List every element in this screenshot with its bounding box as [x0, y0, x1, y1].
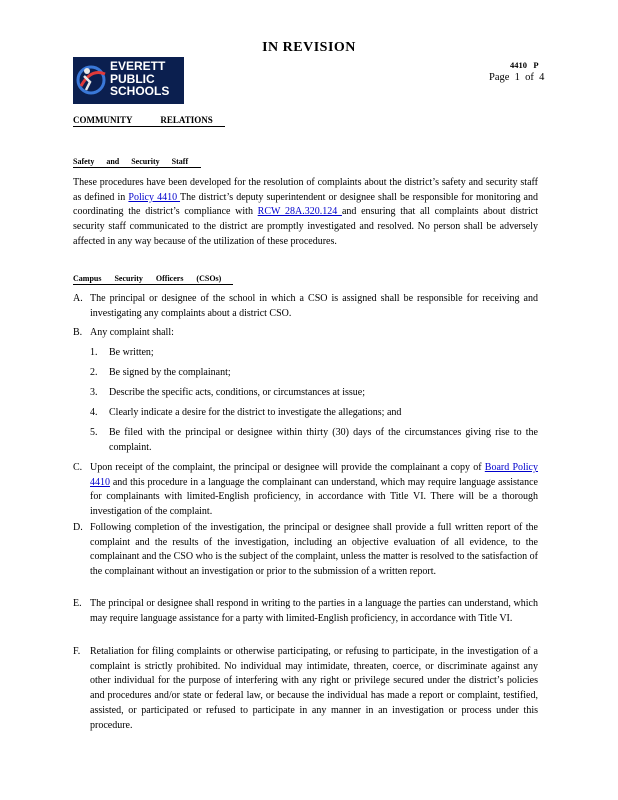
item-text: The principal or designee of the school in which a CSO is assigned shall be responsible for receiving and investigating any complaints about a district CSO.	[90, 293, 538, 319]
list-item-e	[73, 597, 538, 626]
sub-item-1	[90, 346, 538, 361]
item-text-2: and this procedure in a language the complainant can understand, which may require language assistance for complainants with limited-English proficiency, in accordance with Title VI. There will be a thorough investigation of the complaint.	[90, 476, 538, 518]
sub-item-marker: 5.	[90, 427, 98, 438]
subheading-safety-security-staff: Safety and Security Staff	[73, 157, 201, 168]
globe-icon	[75, 60, 109, 100]
intro-text-2: The district’s deputy superintendent or designee shall be responsible for monitoring and coordinating the district’s compliance with	[73, 191, 538, 218]
sub-item-4	[90, 406, 538, 421]
item-marker: B.	[73, 327, 83, 338]
list-item-c	[73, 461, 538, 520]
item-marker: C.	[73, 462, 83, 473]
item-marker: F.	[73, 646, 81, 657]
sub-item-text: Be filed with the principal or designee within thirty (30) days of the circumstances giving rise to the complaint.	[109, 427, 538, 453]
policy-4410-link[interactable]: Policy 4410	[128, 191, 181, 203]
rcw-link[interactable]: RCW 28A.320.124	[257, 206, 342, 218]
school-district-logo	[73, 57, 184, 104]
logo-line-1: EVERETT	[110, 59, 166, 73]
sub-item-3	[90, 386, 538, 401]
sub-item-text: Be written;	[109, 347, 154, 358]
intro-text-1: These procedures have been developed for the resolution of complaints about the district’s safety and security staff as defined in	[73, 177, 538, 203]
sub-item-marker: 4.	[90, 407, 98, 418]
policy-number: 4410 P	[510, 60, 539, 70]
sub-item-text: Describe the specific acts, conditions, or circumstances at issue;	[109, 387, 366, 398]
item-text: Retaliation for filing complaints or otherwise participating, or refusing to participate, in the investigation of a complaint is strictly prohibited. No individual may intimidate, threaten, coerce, or discriminate against any other individual for the purpose of interfering with any right or privilege secured under the district’s policies and procedures and/or state or federal law, or because the individual has made a report or complaint, testified, assisted, or participated or refused to participate in any manner in an investigation or process under this procedure.	[90, 646, 538, 731]
intro-text-3: and ensuring that all complaints about district security staff communicated to the district are promptly investigated and resolved. No person shall be adversely affected in any way because of the utilization of these procedures.	[73, 206, 538, 247]
item-text: Any complaint shall:	[90, 327, 174, 338]
intro-paragraph	[73, 176, 538, 250]
sub-item-text: Clearly indicate a desire for the district to investigate the allegations; and	[109, 407, 402, 418]
list-item-f	[73, 645, 538, 733]
list-item-a	[73, 292, 538, 321]
subheading-campus-security-officers: Campus Security Officers (CSOs)	[73, 274, 233, 285]
sub-item-5	[90, 426, 538, 455]
sub-item-text: Be signed by the complainant;	[109, 367, 231, 378]
sub-item-2	[90, 366, 538, 381]
sub-item-marker: 1.	[90, 347, 98, 358]
sub-item-marker: 3.	[90, 387, 98, 398]
sub-item-marker: 2.	[90, 367, 98, 378]
section-title: COMMUNITY RELATIONS	[73, 115, 225, 127]
revision-stamp: IN REVISION	[262, 40, 356, 55]
list-item-d	[73, 521, 538, 580]
item-text-1: Upon receipt of the complaint, the principal or designee will provide the complainant a copy of	[90, 462, 485, 473]
logo-line-3: SCHOOLS	[110, 84, 170, 98]
item-marker: D.	[73, 522, 83, 533]
item-text: The principal or designee shall respond in writing to the parties in a language the parties can understand, which may require language assistance for a party with limited-English proficiency, in accordance with Title VI.	[90, 598, 538, 624]
page-number: Page 1 of 4	[489, 72, 545, 83]
item-marker: E.	[73, 598, 82, 609]
board-policy-4410-link[interactable]: Board Policy 4410	[90, 462, 538, 488]
item-marker: A.	[73, 293, 83, 304]
item-text: Following completion of the investigation, the principal or designee shall provide a full written report of the complaint and the results of the investigation, including an objective evaluation of all evidence, to the complainant and the CSO who is the subject of the complaint, unless the matter is resolved to the satisfaction of the complainant without an investigation or prior to the submission of a written report.	[90, 522, 538, 578]
logo-line-2: PUBLIC	[110, 71, 155, 86]
list-item-b	[73, 326, 538, 341]
